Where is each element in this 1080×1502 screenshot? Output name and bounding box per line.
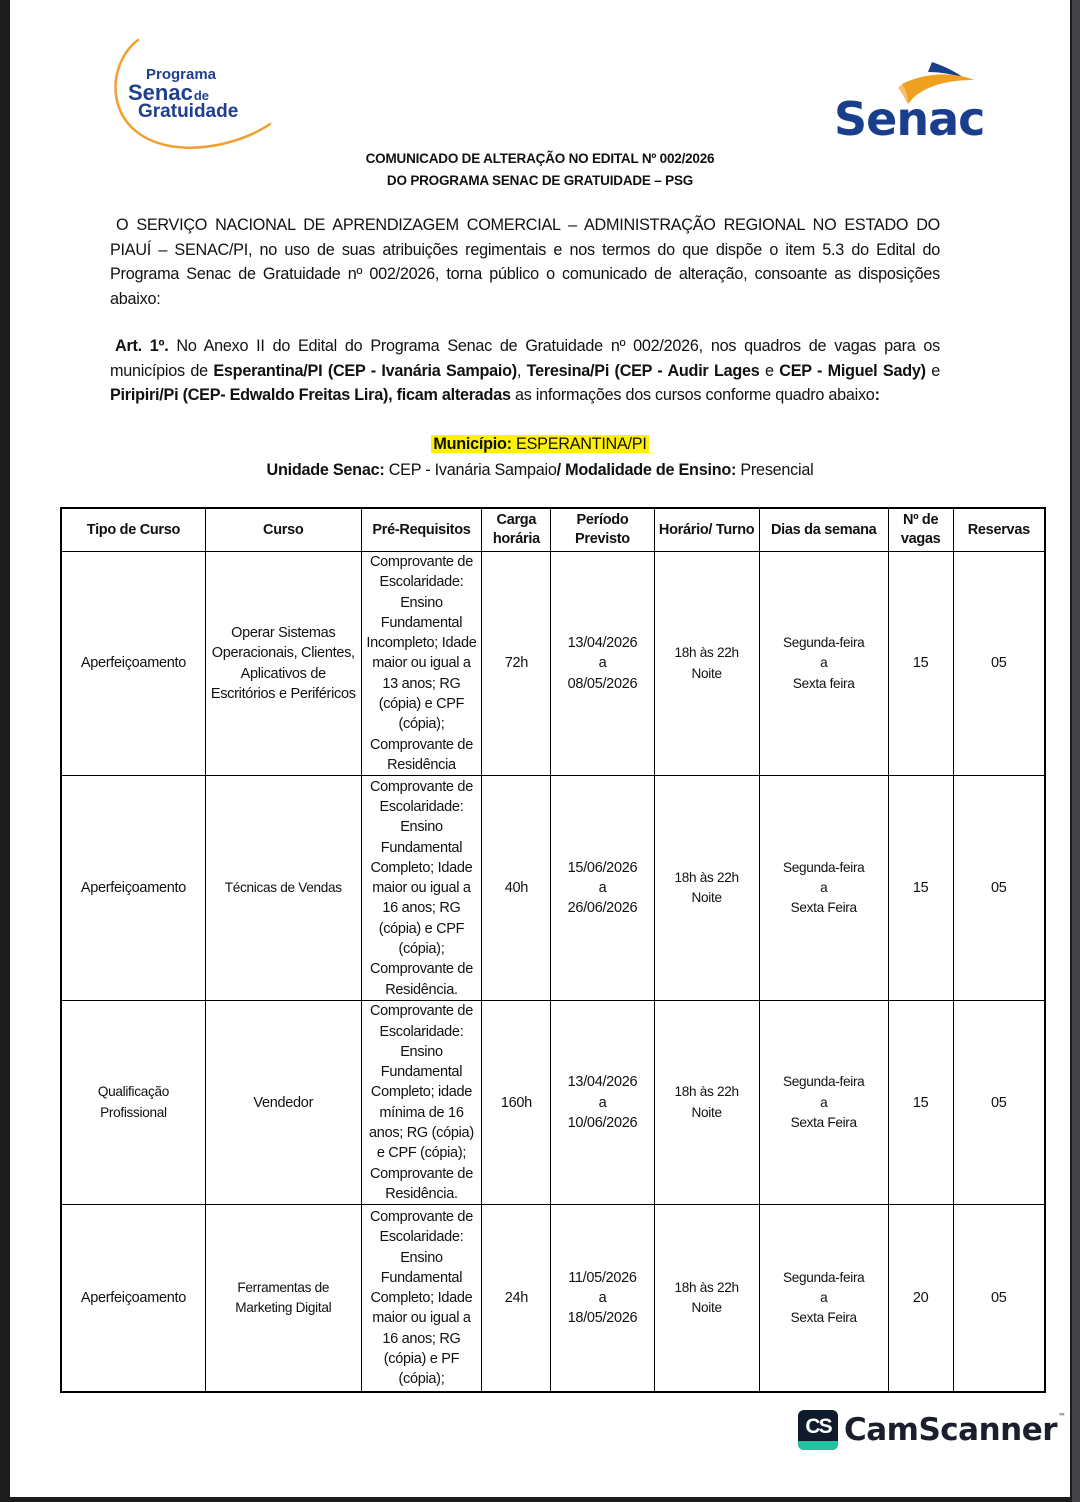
periodo-fim: 08/05/2026 bbox=[567, 675, 638, 692]
dias-inicio: Segunda-feira bbox=[782, 1269, 865, 1285]
cell-periodo bbox=[551, 1205, 654, 1393]
cell-carga: 160h bbox=[482, 1001, 551, 1205]
courses-table bbox=[60, 507, 1046, 1393]
dias-inicio: Segunda-feira bbox=[782, 859, 865, 875]
table-header-row bbox=[61, 508, 1045, 552]
horario: 18h às 22h bbox=[674, 1084, 739, 1100]
document-page bbox=[10, 0, 1070, 1497]
periodo-sep: a bbox=[598, 880, 607, 897]
viewer-edge bbox=[1072, 0, 1080, 1502]
modalidade-value: Presencial bbox=[736, 461, 814, 479]
municipio-label: Município: bbox=[433, 435, 512, 453]
cell-horario bbox=[654, 1205, 759, 1393]
modalidade-label: / Modalidade de Ensino: bbox=[556, 461, 737, 479]
cell-prerequisitos: Comprovante de Escolaridade: Ensino Fundamental Completo; Idade maior ou igual a 16 anos; RG (cópia) e PF (cópia); bbox=[361, 1205, 482, 1393]
header-vagas: Nº de vagas bbox=[888, 508, 953, 552]
article-bold-esperantina: Esperantina/PI (CEP - Ivanária Sampaio) bbox=[213, 361, 517, 380]
article-text: as informações dos cursos conforme quadro abaixo bbox=[510, 386, 875, 404]
cell-horario bbox=[654, 1001, 759, 1205]
periodo-inicio: 15/06/2026 bbox=[567, 859, 638, 876]
unidade-label: Unidade Senac: bbox=[266, 461, 385, 479]
camscanner-logo-icon bbox=[798, 1410, 838, 1450]
cell-dias bbox=[759, 776, 888, 1001]
header-curso: Curso bbox=[205, 508, 361, 552]
cell-vagas: 20 bbox=[888, 1205, 953, 1393]
cell-periodo bbox=[551, 552, 654, 776]
periodo-fim: 18/05/2026 bbox=[567, 1310, 638, 1327]
periodo-sep: a bbox=[598, 655, 607, 672]
table-row bbox=[61, 552, 1045, 776]
cell-reservas: 05 bbox=[953, 1001, 1045, 1205]
municipio-highlight bbox=[431, 435, 648, 453]
cell-vagas: 15 bbox=[888, 776, 953, 1001]
table-row bbox=[61, 776, 1045, 1001]
header-reservas: Reservas bbox=[953, 508, 1045, 552]
article-text: , bbox=[516, 361, 527, 380]
cell-periodo bbox=[551, 1001, 654, 1205]
article-bold-piripiri: Piripiri/Pi (CEP- Edwaldo Freitas Lira), ficam alteradas bbox=[110, 386, 511, 404]
cell-dias bbox=[759, 552, 888, 776]
camscanner-badge-text: CS bbox=[805, 1415, 831, 1438]
article-label: Art. 1º. bbox=[115, 337, 169, 355]
cell-reservas: 05 bbox=[953, 552, 1045, 776]
municipio-line bbox=[10, 433, 1070, 455]
cell-curso: Ferramentas de Marketing Digital bbox=[205, 1205, 361, 1393]
horario: 18h às 22h bbox=[674, 1279, 739, 1295]
cell-periodo bbox=[551, 776, 654, 1001]
municipio-value: ESPERANTINA/PI bbox=[511, 435, 647, 453]
horario: 18h às 22h bbox=[674, 869, 739, 885]
cell-tipo: Qualificação Profissional bbox=[61, 1001, 205, 1205]
senac-wordmark: Senac bbox=[834, 92, 985, 146]
cell-curso: Operar Sistemas Operacionais, Clientes, Aplicativos de Escritórios e Periféricos bbox=[205, 552, 361, 776]
header-prerequisitos: Pré-Requisitos bbox=[361, 508, 482, 552]
turno: Noite bbox=[691, 1300, 722, 1316]
cell-prerequisitos: Comprovante de Escolaridade: Ensino Fundamental Completo; idade mínima de 16 anos; RG (cópia) e CPF (cópia); Comprovante de Residência. bbox=[361, 1001, 482, 1205]
dias-sep: a bbox=[820, 1290, 828, 1306]
cell-prerequisitos: Comprovante de Escolaridade: Ensino Fundamental Incompleto; Idade maior ou igual a 13 anos; RG (cópia) e CPF (cópia); Comprovante de Residência bbox=[361, 552, 482, 776]
psg-logo-text bbox=[128, 67, 238, 121]
cell-vagas: 15 bbox=[888, 552, 953, 776]
document-title-line1: COMUNICADO DE ALTERAÇÃO NO EDITAL Nº 002/2026 bbox=[365, 151, 715, 166]
cell-curso: Técnicas de Vendas bbox=[205, 776, 361, 1001]
dias-fim: Sexta Feira bbox=[790, 1114, 857, 1130]
header-dias: Dias da semana bbox=[759, 508, 888, 552]
horario: 18h às 22h bbox=[674, 645, 739, 661]
periodo-inicio: 13/04/2026 bbox=[567, 635, 638, 652]
psg-de: de bbox=[193, 88, 209, 103]
article-1-paragraph bbox=[110, 334, 940, 408]
dias-sep: a bbox=[820, 880, 828, 896]
cell-vagas: 15 bbox=[888, 1001, 953, 1205]
document-title-line2: DO PROGRAMA SENAC DE GRATUIDADE – PSG bbox=[386, 173, 694, 188]
cell-carga: 24h bbox=[482, 1205, 551, 1393]
cell-horario bbox=[654, 552, 759, 776]
cell-prerequisitos: Comprovante de Escolaridade: Ensino Fundamental Completo; Idade maior ou igual a 16 anos; RG (cópia) e CPF (cópia); Comprovante de Residência. bbox=[361, 776, 482, 1001]
article-colon: : bbox=[874, 386, 880, 404]
psg-line1: Programa bbox=[146, 66, 217, 83]
camscanner-name bbox=[844, 1412, 1066, 1448]
dias-sep: a bbox=[820, 655, 828, 671]
cell-tipo: Aperfeiçoamento bbox=[61, 776, 205, 1001]
unidade-value: CEP - Ivanária Sampaio bbox=[384, 461, 557, 479]
header-horario: Horário/ Turno bbox=[654, 508, 759, 552]
unidade-line bbox=[10, 459, 1070, 481]
header-carga: Carga horária bbox=[482, 508, 551, 552]
psg-line3: Gratuidade bbox=[138, 101, 239, 122]
periodo-fim: 26/06/2026 bbox=[567, 900, 638, 917]
dias-fim: Sexta Feira bbox=[790, 900, 857, 916]
intro-paragraph: O SERVIÇO NACIONAL DE APRENDIZAGEM COMERCIAL – ADMINISTRAÇÃO REGIONAL NO ESTADO DO PIAUÍ – SENAC/PI, no uso de suas atribuições regimentais e nos termos do que dispõe o item 5.3 do Edital do Programa Senac de Gratuidade nº 002/2026, torna público o comunicado de alteração, consoante as disposições abaixo: bbox=[110, 216, 940, 308]
cell-horario bbox=[654, 776, 759, 1001]
cell-dias bbox=[759, 1001, 888, 1205]
periodo-inicio: 11/05/2026 bbox=[568, 1269, 637, 1286]
cell-dias bbox=[759, 1205, 888, 1393]
periodo-inicio: 13/04/2026 bbox=[567, 1074, 638, 1091]
article-text: No Anexo II do Edital do Programa Senac de Gratuidade nº 002/2026, nos quadros de vagas para os municípios de bbox=[110, 337, 940, 380]
cell-curso: Vendedor bbox=[205, 1001, 361, 1205]
camscanner-watermark bbox=[798, 1408, 1066, 1452]
article-text: e bbox=[759, 361, 780, 380]
turno: Noite bbox=[691, 890, 722, 906]
header-periodo: Período Previsto bbox=[551, 508, 654, 552]
table-row bbox=[61, 1205, 1045, 1393]
turno: Noite bbox=[691, 1104, 722, 1120]
cell-reservas: 05 bbox=[953, 776, 1045, 1001]
header-tipo: Tipo de Curso bbox=[61, 508, 205, 552]
dias-inicio: Segunda-feira bbox=[782, 1074, 865, 1090]
turno: Noite bbox=[691, 665, 722, 681]
trademark-symbol: ™ bbox=[1058, 1412, 1066, 1421]
psg-senac: Senac bbox=[128, 80, 193, 105]
article-text: e bbox=[925, 361, 940, 380]
cell-tipo: Aperfeiçoamento bbox=[61, 1205, 205, 1393]
dias-fim: Sexta feira bbox=[792, 675, 855, 691]
article-bold-miguel-sady: CEP - Miguel Sady) bbox=[779, 361, 926, 380]
periodo-sep: a bbox=[598, 1094, 607, 1111]
cell-carga: 40h bbox=[482, 776, 551, 1001]
senac-logo bbox=[832, 60, 985, 150]
cell-tipo: Aperfeiçoamento bbox=[61, 552, 205, 776]
periodo-sep: a bbox=[598, 1290, 607, 1307]
camscanner-wordmark: CamScanner bbox=[844, 1412, 1058, 1448]
periodo-fim: 10/06/2026 bbox=[567, 1114, 638, 1131]
cell-carga: 72h bbox=[482, 552, 551, 776]
table-row bbox=[61, 1001, 1045, 1205]
dias-inicio: Segunda-feira bbox=[782, 635, 865, 651]
camscanner-badge-stripe bbox=[798, 1441, 838, 1450]
dias-sep: a bbox=[820, 1094, 828, 1110]
dias-fim: Sexta Feira bbox=[790, 1310, 857, 1326]
psg-logo bbox=[110, 36, 280, 154]
cell-reservas: 05 bbox=[953, 1205, 1045, 1393]
article-bold-teresina: Teresina/Pi (CEP - Audir Lages bbox=[526, 361, 760, 380]
